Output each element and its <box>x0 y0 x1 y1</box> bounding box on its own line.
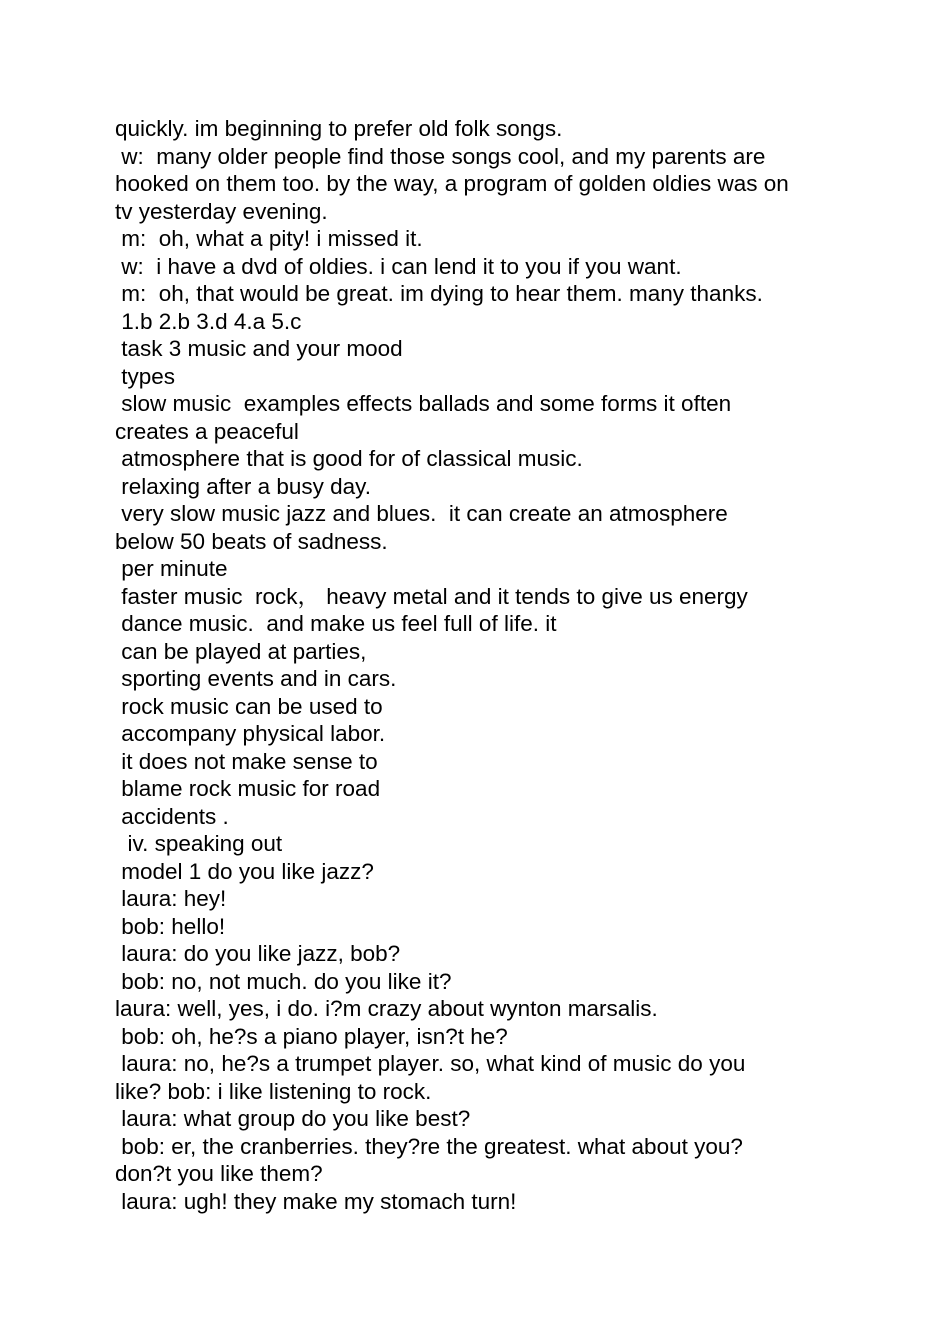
dialogue-line: bob: no, not much. do you like it? <box>115 968 452 994</box>
section-heading: task 3 music and your mood <box>115 336 403 361</box>
text-line: model 1 do you like jazz? <box>115 858 374 884</box>
dialogue-line: laura: ugh! they make my stomach turn! <box>115 1188 517 1214</box>
dialogue-line: like? bob: i like listening to rock. <box>115 1078 432 1104</box>
dialogue-line: laura: no, he?s a trumpet player. so, what kind of music do you <box>115 1051 746 1076</box>
text-line: m: oh, that would be great. im dying to hear them. many thanks. <box>115 281 763 306</box>
text-line: it does not make sense to <box>115 748 378 774</box>
text-line: types <box>115 363 176 389</box>
dialogue-line: bob: hello! <box>115 913 226 939</box>
text-line: very slow music jazz and blues. it can create an atmosphere <box>115 501 728 526</box>
text-line: sporting events and in cars. <box>115 666 397 691</box>
section-heading: iv. speaking out <box>115 831 283 856</box>
text-line: per minute <box>115 556 228 581</box>
text-line: hooked on them too. by the way, a program of golden oldies was on <box>115 171 789 196</box>
text-line: below 50 beats of sadness. <box>115 528 388 554</box>
text-line: m: oh, what a pity! i missed it. <box>115 226 423 251</box>
text-line: w: i have a dvd of oldies. i can lend it to you if you want. <box>115 253 682 279</box>
dialogue-line: don?t you like them? <box>115 1161 323 1186</box>
text-line: quickly. im beginning to prefer old folk songs. <box>115 116 563 141</box>
dialogue-line: laura: hey! <box>115 886 227 911</box>
text-line: accidents . <box>115 803 229 829</box>
dialogue-line: bob: oh, he?s a piano player, isn?t he? <box>115 1023 508 1049</box>
text-line: creates a peaceful <box>115 418 299 444</box>
text-line: accompany physical labor. <box>115 721 386 746</box>
document-page <box>115 115 840 1215</box>
text-line: atmosphere that is good for of classical music. <box>115 446 583 471</box>
text-line: faster music rock， heavy metal and it tends to give us energy <box>115 583 748 609</box>
text-line: w: many older people find those songs cool, and my parents are <box>115 143 766 169</box>
text-line: blame rock music for road <box>115 776 381 801</box>
dialogue-line: bob: er, the cranberries. they?re the greatest. what about you? <box>115 1133 743 1159</box>
dialogue-line: laura: well, yes, i do. i?m crazy about wynton marsalis. <box>115 996 658 1021</box>
text-line: dance music. and make us feel full of life. it <box>115 611 557 636</box>
text-line: tv yesterday evening. <box>115 198 328 224</box>
text-line: slow music examples effects ballads and some forms it often <box>115 391 732 416</box>
text-line: can be played at parties, <box>115 638 367 664</box>
text-line: relaxing after a busy day. <box>115 473 371 499</box>
dialogue-line: laura: what group do you like best? <box>115 1106 471 1131</box>
answer-key-line: 1.b 2.b 3.d 4.a 5.c <box>115 308 302 334</box>
text-line: rock music can be used to <box>115 693 383 719</box>
dialogue-line: laura: do you like jazz, bob? <box>115 941 401 966</box>
